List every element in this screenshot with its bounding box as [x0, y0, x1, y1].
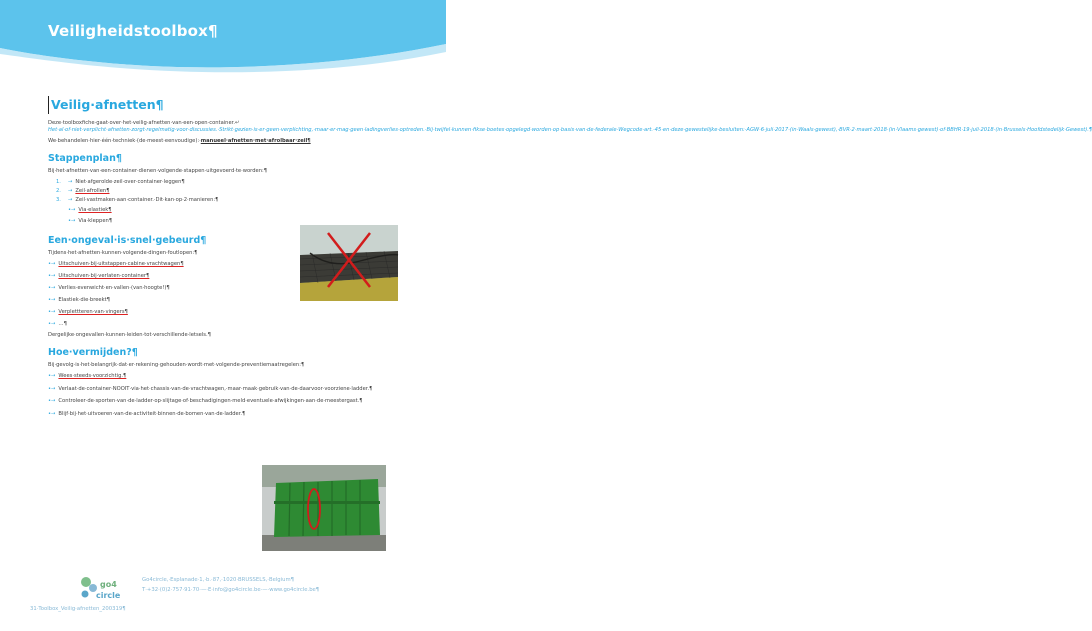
steps-intro: Bij·het·afnetten·van·een·container·dienen·volgende·stappen·uitgevoerd·te·worden:¶ [48, 168, 268, 175]
prevention-item: •→ Wees·steeds·voorzichtig.¶ [48, 373, 127, 380]
accident-item: •→ Verplettteren·van·vingers¶ [48, 309, 128, 316]
heading-vermijden: Hoe·vermijden?¶ [48, 347, 138, 359]
intro-italic: Het·al·of·niet·verplicht·afnetten·zorgt·regelmatig·voor·discussies.·Strikt·gezien·is·er·geen·verplichting,·maar·er·mag·geen·ladingverlies·optreden.·Bij·twijfel·kunnen·fikse·boetes·opgelegd·worden·op·basis·van·de·federale·Wegcode·art.·45·en·deze·gewestelijke·besluiten:·AGW·6·juli·2017·(in·Waals·gewest),·BVR·2·maart·2018·(in·Vlaams·gewest)·of·BBHR·19·juli·2018·(in·Brussels·Hoofdstedelijk·Gewest).¶ [48, 127, 1092, 134]
accident-outro: Dergelijke·ongevallen·kunnen·leiden·tot·verschillende·letsels.¶ [48, 332, 211, 339]
technique-bold: manueel·afnetten·met·afrolbaar·zeil¶ [200, 138, 311, 145]
prevention-intro: Bij·gevolg·is·het·belangrijk·dat·er·rekening·gehouden·wordt·met·volgende·preventiemaatregelen:¶ [48, 362, 305, 369]
sub-item: •→ Via·kleppen¶ [68, 218, 113, 225]
netting-photo [300, 225, 398, 301]
accident-intro: Tijdens·het·afnetten·kunnen·volgende·dingen·foutlopen:¶ [48, 250, 198, 257]
svg-text:circle: circle [96, 591, 121, 600]
container-photo [262, 465, 386, 551]
accident-item: •→ Elastiek·die·breekt¶ [48, 297, 110, 304]
step-item: 1. → Niet·afgerolde·zeil·over·container·leggen¶ [56, 179, 185, 186]
heading-ongeval: Een·ongeval·is·snel·gebeurd¶ [48, 235, 207, 247]
page-title: Veilig·afnetten¶ [48, 96, 394, 114]
prevention-item: •→ Verlaat·de·container·NOOIT·via·het·chassis·van·de·vrachtwagen,·maar·maak·gebruik·van·de·daarvoor·voorziene·ladder.¶ [48, 385, 373, 392]
header-title: Veiligheidstoolbox¶ [48, 22, 218, 40]
intro-text [48, 120, 1092, 134]
footer-address: Go4circle,·Esplanade·1,·b.·87,·1020·BRUSSELS,·Belgium¶ [142, 577, 295, 583]
accident-item: •→ Uitschuiven·bij·verlaten·container¶ [48, 273, 150, 280]
prevention-list [48, 373, 373, 418]
step-item: 2. → Zeil·afrollen¶ [56, 188, 110, 195]
accident-item: •→ Uitschuiven·bij·uitstappen·cabine·vrachtwagen¶ [48, 261, 184, 268]
footer-document-code: 31·Toolbox_Veilig·afnetten_200319¶ [30, 606, 126, 612]
steps-list [48, 178, 394, 205]
accident-item: •→ …¶ [48, 321, 67, 328]
go4circle-logo [78, 574, 126, 604]
footer-contact: T·+32·(0)2·757·91·70·—·E·info@go4circle.be·—·www.go4circle.be¶ [142, 587, 320, 593]
heading-stappenplan: Stappenplan¶ [48, 153, 122, 165]
technique-prefix: We·behandelen·hier·één·techniek·(de·meest·eenvoudige):· [48, 138, 201, 145]
step-item: 3. → Zeil·vastmaken·aan·container.·Dit·kan·op·2·manieren:¶ [56, 197, 219, 204]
technique-line [48, 138, 394, 145]
accident-item: •→ Verlies·evenwicht·en·vallen·(van·hoogte!)¶ [48, 285, 170, 292]
prevention-item: •→ Controleer·de·sporten·van·de·ladder·op·slijtage·of·beschadigingen·meld·eventuele·afwijkingen·aan·de·meestergast.¶ [48, 398, 363, 405]
intro-plain: Deze·toolboxfiche·gaat·over·het·veilig·afnetten·van·een·open·container.↵ [48, 120, 240, 126]
sub-item: •→ Via·elastiek¶ [68, 207, 112, 214]
prevention-item: •→ Blijf·bij·het·uitvoeren·van·de·activiteit·binnen·de·bomen·van·de·ladder.¶ [48, 410, 246, 417]
svg-text:go4: go4 [100, 580, 117, 589]
